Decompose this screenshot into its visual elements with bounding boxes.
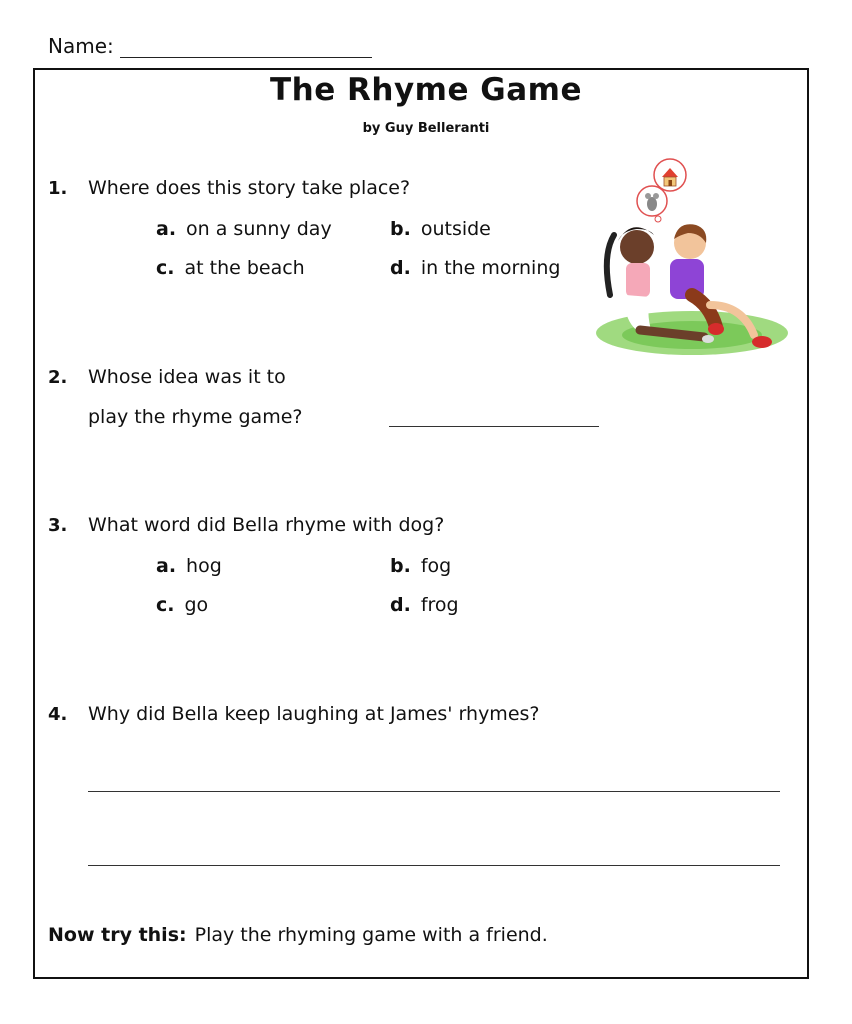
option-text: on a sunny day bbox=[186, 218, 332, 240]
question-3-option-c[interactable] bbox=[156, 594, 208, 616]
option-text: fog bbox=[420, 555, 452, 577]
name-input-line[interactable] bbox=[120, 37, 372, 58]
option-text: frog bbox=[420, 594, 459, 616]
question-3-option-a[interactable] bbox=[156, 555, 222, 577]
question-4-answer-line-1[interactable] bbox=[88, 791, 780, 792]
option-letter: a. bbox=[156, 555, 177, 577]
question-1-option-b[interactable] bbox=[390, 218, 491, 240]
question-3-option-d[interactable] bbox=[390, 594, 459, 616]
now-try-this-label: Now try this: bbox=[48, 924, 187, 946]
option-text: at the beach bbox=[184, 257, 305, 279]
name-label: Name: bbox=[48, 34, 114, 58]
question-1-number: 1. bbox=[48, 178, 68, 199]
option-letter: a. bbox=[156, 218, 177, 240]
question-2-number: 2. bbox=[48, 367, 68, 388]
house-icon bbox=[654, 159, 686, 191]
option-letter: d. bbox=[390, 594, 411, 616]
name-field-row bbox=[48, 34, 372, 58]
option-letter: c. bbox=[156, 594, 175, 616]
mouse-icon bbox=[637, 186, 667, 216]
option-text: go bbox=[184, 594, 209, 616]
option-text: hog bbox=[186, 555, 222, 577]
question-4-number: 4. bbox=[48, 704, 68, 725]
question-2-text-line2: play the rhyme game? bbox=[88, 406, 303, 428]
option-letter: d. bbox=[390, 257, 411, 279]
now-try-this bbox=[48, 924, 548, 946]
worksheet-title: The Rhyme Game bbox=[270, 72, 582, 108]
question-4-text: Why did Bella keep laughing at James' rhymes? bbox=[88, 703, 540, 725]
question-4-answer-line-2[interactable] bbox=[88, 865, 780, 866]
question-3-text: What word did Bella rhyme with dog? bbox=[88, 514, 445, 536]
option-letter: b. bbox=[390, 555, 411, 577]
children-playing-illustration bbox=[592, 155, 792, 360]
question-1-option-d[interactable] bbox=[390, 257, 560, 279]
question-2-text-line1: Whose idea was it to bbox=[88, 366, 286, 388]
option-text: in the morning bbox=[420, 257, 561, 279]
question-1-option-c[interactable] bbox=[156, 257, 305, 279]
question-1-option-a[interactable] bbox=[156, 218, 332, 240]
question-3-number: 3. bbox=[48, 515, 68, 536]
question-1-text: Where does this story take place? bbox=[88, 177, 411, 199]
worksheet-author: by Guy Belleranti bbox=[362, 121, 490, 136]
question-2-answer-line[interactable] bbox=[389, 426, 599, 427]
now-try-this-text: Play the rhyming game with a friend. bbox=[194, 924, 548, 946]
option-letter: b. bbox=[390, 218, 411, 240]
option-letter: c. bbox=[156, 257, 175, 279]
option-text: outside bbox=[420, 218, 491, 240]
question-3-option-b[interactable] bbox=[390, 555, 451, 577]
